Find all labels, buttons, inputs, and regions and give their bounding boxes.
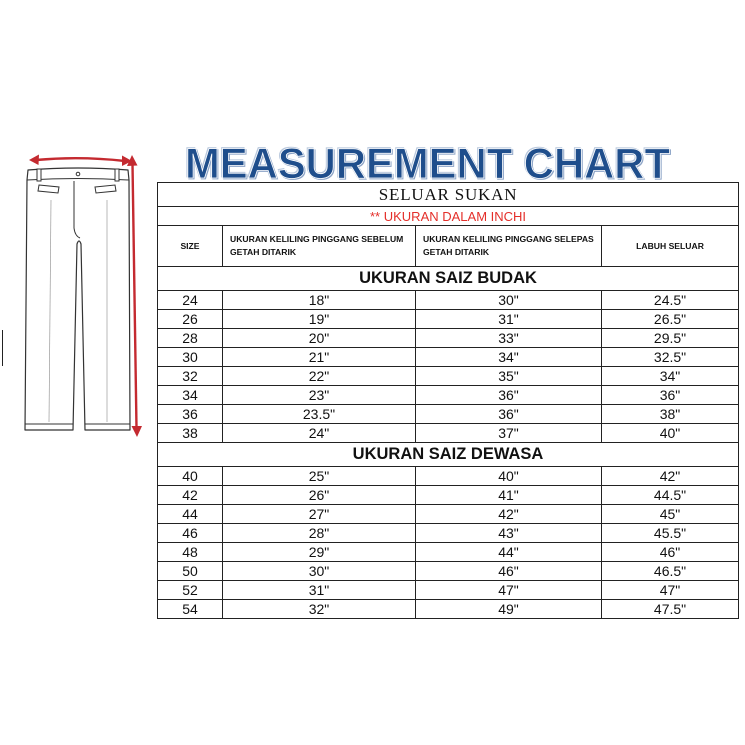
waist-before-cell: 29": [223, 543, 416, 562]
size-cell: 38: [158, 424, 223, 443]
section-title: UKURAN SAIZ DEWASA: [158, 443, 739, 467]
waist-before-cell: 18": [223, 291, 416, 310]
table-row: [158, 467, 739, 486]
waist-after-cell: 40": [416, 467, 602, 486]
waist-after-cell: 46": [416, 562, 602, 581]
table-row: [158, 562, 739, 581]
waist-after-cell: 44": [416, 543, 602, 562]
header-length: LABUH SELUAR: [602, 226, 739, 267]
waist-before-cell: 19": [223, 310, 416, 329]
belt-loop: [37, 169, 41, 181]
waist-before-cell: 23.5": [223, 405, 416, 424]
waist-before-cell: 27": [223, 505, 416, 524]
waist-before-cell: 26": [223, 486, 416, 505]
waist-after-cell: 33": [416, 329, 602, 348]
size-cell: 24: [158, 291, 223, 310]
waist-after-cell: 36": [416, 386, 602, 405]
trousers-outline: [25, 168, 130, 430]
size-cell: 36: [158, 405, 223, 424]
size-cell: 26: [158, 310, 223, 329]
table-row: [158, 386, 739, 405]
length-cell: 36": [602, 386, 739, 405]
unit-note: ** UKURAN DALAM INCHI: [158, 207, 739, 226]
header-size: SIZE: [158, 226, 223, 267]
length-cell: 45.5": [602, 524, 739, 543]
size-cell: 48: [158, 543, 223, 562]
double-arrow-horizontal-icon: [29, 155, 132, 167]
length-cell: 26.5": [602, 310, 739, 329]
length-cell: 42": [602, 467, 739, 486]
table-row: [158, 543, 739, 562]
waist-before-cell: 30": [223, 562, 416, 581]
table-row: [158, 581, 739, 600]
table-row: [158, 310, 739, 329]
size-cell: 34: [158, 386, 223, 405]
waist-after-cell: 30": [416, 291, 602, 310]
waist-before-cell: 22": [223, 367, 416, 386]
waist-after-cell: 35": [416, 367, 602, 386]
table-row: [158, 367, 739, 386]
table-row: [158, 524, 739, 543]
waist-after-cell: 41": [416, 486, 602, 505]
size-cell: 42: [158, 486, 223, 505]
chart-title-text: MEASUREMENT CHART: [185, 140, 670, 188]
waist-before-cell: 25": [223, 467, 416, 486]
size-cell: 30: [158, 348, 223, 367]
waist-after-cell: 31": [416, 310, 602, 329]
size-cell: 54: [158, 600, 223, 619]
length-cell: 47": [602, 581, 739, 600]
size-cell: 52: [158, 581, 223, 600]
length-cell: 46": [602, 543, 739, 562]
length-cell: 45": [602, 505, 739, 524]
table-row: [158, 329, 739, 348]
chart-title: [170, 135, 690, 187]
size-cell: 40: [158, 467, 223, 486]
length-cell: 46.5": [602, 562, 739, 581]
waist-before-cell: 31": [223, 581, 416, 600]
section-title: UKURAN SAIZ BUDAK: [158, 267, 739, 291]
table-row: [158, 348, 739, 367]
trousers-silhouette: [25, 168, 130, 430]
length-cell: 40": [602, 424, 739, 443]
unit-note-row: [158, 207, 739, 226]
waist-before-cell: 28": [223, 524, 416, 543]
product-name-row: [158, 183, 739, 207]
waist-before-cell: 20": [223, 329, 416, 348]
length-cell: 34": [602, 367, 739, 386]
table-row: [158, 505, 739, 524]
waist-after-cell: 43": [416, 524, 602, 543]
waist-before-cell: 32": [223, 600, 416, 619]
trousers-icon: [0, 145, 150, 445]
size-cell: 46: [158, 524, 223, 543]
waist-after-cell: 37": [416, 424, 602, 443]
waist-after-cell: 36": [416, 405, 602, 424]
size-cell: 32: [158, 367, 223, 386]
waist-after-cell: 34": [416, 348, 602, 367]
length-cell: 24.5": [602, 291, 739, 310]
size-cell: 28: [158, 329, 223, 348]
table-row: [158, 424, 739, 443]
table-row: [158, 486, 739, 505]
length-cell: 32.5": [602, 348, 739, 367]
length-cell: 38": [602, 405, 739, 424]
table-row: [158, 405, 739, 424]
product-name: SELUAR SUKAN: [158, 183, 739, 207]
table-row: [158, 600, 739, 619]
column-header-row: [158, 226, 739, 267]
waist-after-cell: 42": [416, 505, 602, 524]
length-cell: 47.5": [602, 600, 739, 619]
table-row: [158, 291, 739, 310]
length-cell: 44.5": [602, 486, 739, 505]
waist-after-cell: 49": [416, 600, 602, 619]
length-cell: 29.5": [602, 329, 739, 348]
waist-before-cell: 21": [223, 348, 416, 367]
waist-after-cell: 47": [416, 581, 602, 600]
size-table: [157, 182, 739, 619]
size-cell: 44: [158, 505, 223, 524]
header-waist-after: UKURAN KELILING PINGGANG SELEPAS GETAH DITARIK: [416, 226, 602, 267]
section-header-row: [158, 443, 739, 467]
size-cell: 50: [158, 562, 223, 581]
header-waist-before: UKURAN KELILING PINGGANG SEBELUM GETAH DITARIK: [223, 226, 416, 267]
waist-before-cell: 23": [223, 386, 416, 405]
section-header-row: [158, 267, 739, 291]
belt-loop: [115, 169, 119, 181]
waist-before-cell: 24": [223, 424, 416, 443]
